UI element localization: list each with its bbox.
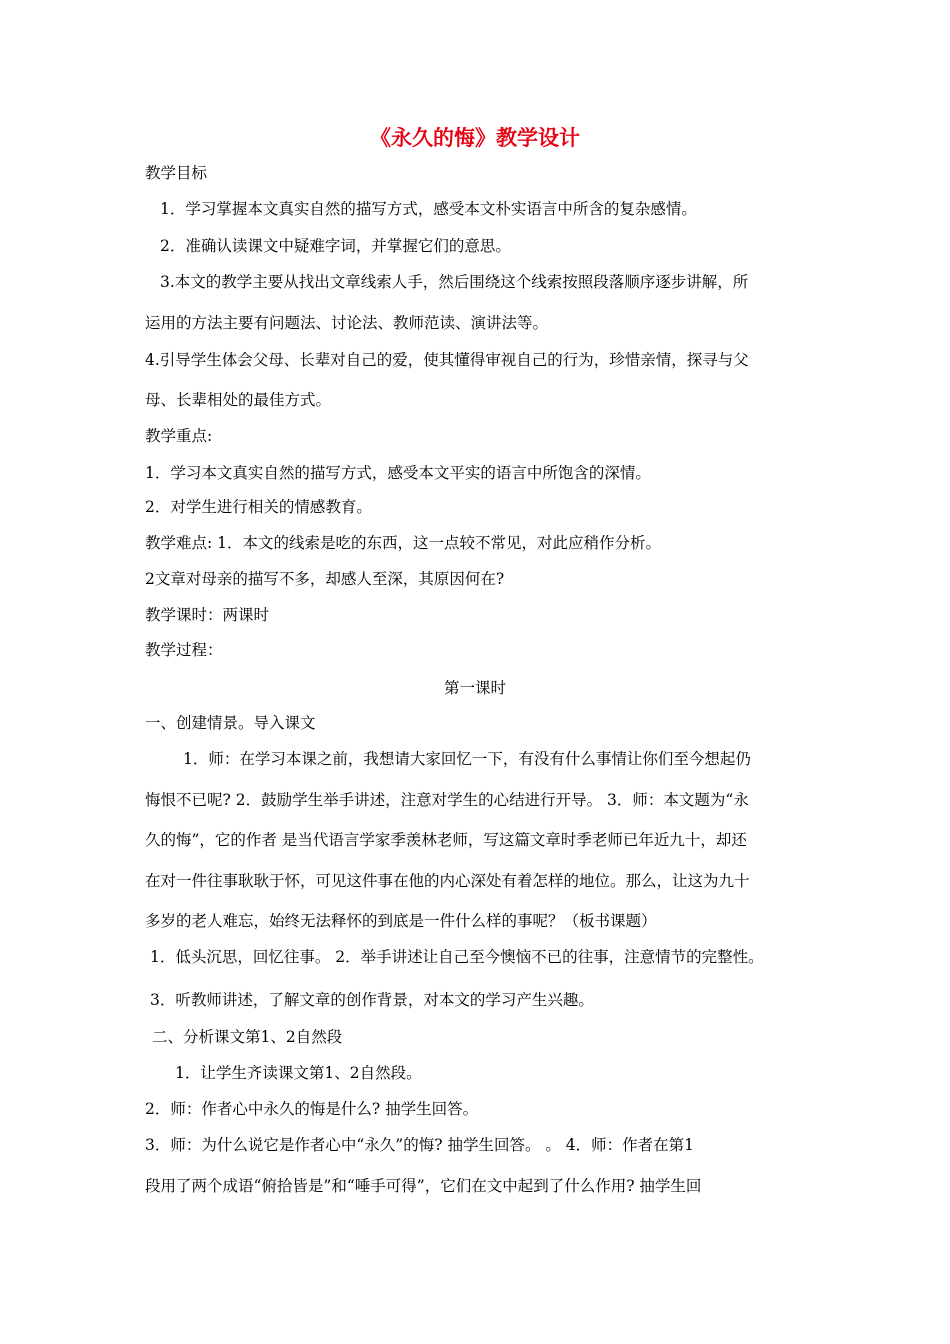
text-line: 1．低头沉思，回忆往事。 2．举手讲述让自己至今懊恼不已的往事，注意情节的完整性。 <box>150 948 764 966</box>
text-line: 1．学习掌握本文真实自然的描写方式，感受本文朴实语言中所含的复杂感情。 <box>160 200 697 218</box>
text-line: 教学目标 <box>145 164 208 182</box>
text-line: 悔恨不已呢? 2．鼓励学生举手讲述，注意对学生的心结进行开导。 3．师：本文题为“永 <box>145 791 749 809</box>
text-line: 多岁的老人难忘，始终无法释怀的到底是一件什么样的事呢？（板书课题） <box>145 912 657 930</box>
text-line: 段用了两个成语“俯拾皆是”和“唾手可得”，它们在文中起到了什么作用? 抽学生回 <box>145 1177 702 1195</box>
text-line: 教学课时：两课时 <box>145 606 270 624</box>
text-line: 在对一件往事耿耿于怀，可见这件事在他的内心深处有着怎样的地位。那么，让这为九十 <box>145 872 750 890</box>
text-line: 1．学习本文真实自然的描写方式，感受本文平实的语言中所饱含的深情。 <box>145 464 651 482</box>
text-line: 2．对学生进行相关的情感教育。 <box>145 498 372 516</box>
text-line: 教学过程： <box>145 641 223 659</box>
text-line: 3．师：为什么说它是作者心中“永久”的悔? 抽学生回答。 。 4．师：作者在第1 <box>145 1136 695 1154</box>
text-line: 教学重点: <box>145 427 213 445</box>
text-line: 1．师：在学习本课之前，我想请大家回忆一下，有没有什么事情让你们至今想起仍 <box>183 750 751 768</box>
text-line: 4.引导学生体会父母、长辈对自己的爱，使其懂得审视自己的行为，珍惜亲情，探寻与父 <box>145 351 749 369</box>
section-heading: 第一课时 <box>443 679 506 697</box>
document-title: 《永久的悔》教学设计 <box>370 126 580 150</box>
text-line: 2文章对母亲的描写不多，却感人至深，其原因何在? <box>145 570 505 588</box>
text-line: 3．听教师讲述，了解文章的创作背景，对本文的学习产生兴趣。 <box>150 991 594 1009</box>
text-line: 3.本文的教学主要从找出文章线索人手，然后围绕这个线索按照段落顺序逐步讲解，所 <box>160 273 749 291</box>
text-line: 久的悔”，它的作者 是当代语言学家季羡林老师，写这篇文章时季老师已年近九十，却还 <box>145 831 747 849</box>
text-line: 2．师：作者心中永久的悔是什么? 抽学生回答。 <box>145 1100 479 1118</box>
text-line: 一、创建情景。导入课文 <box>145 714 316 732</box>
text-line: 1．让学生齐读课文第1、2自然段。 <box>175 1064 422 1082</box>
text-line: 二、分析课文第1、2自然段 <box>152 1028 343 1046</box>
text-line: 运用的方法主要有问题法、讨论法、教师范读、演讲法等。 <box>145 314 549 332</box>
text-line: 母、长辈相处的最佳方式。 <box>145 391 332 409</box>
text-line: 教学难点: 1．本文的线索是吃的东西，这一点较不常见，对此应稍作分析。 <box>145 534 662 552</box>
text-line: 2．准确认读课文中疑难字词，并掌握它们的意思。 <box>160 237 511 255</box>
